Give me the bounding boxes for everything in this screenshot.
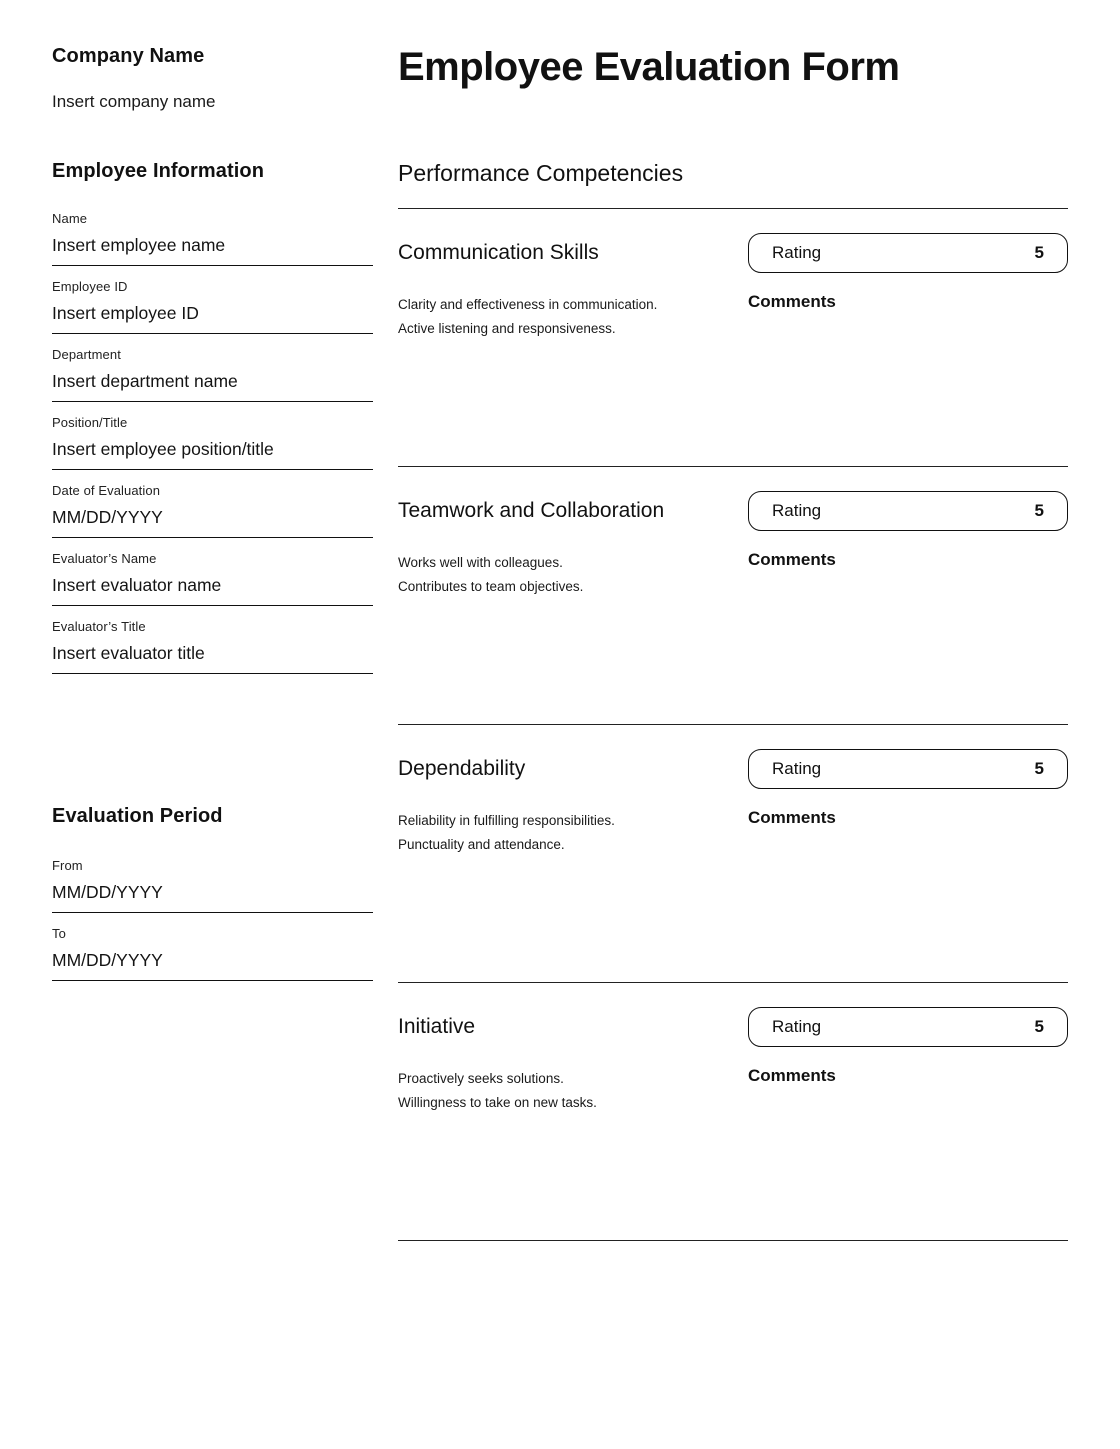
company-name-heading: Company Name — [52, 45, 205, 67]
description-line: Punctuality and attendance. — [398, 837, 565, 852]
field-label: To — [52, 926, 66, 941]
employee-id-field[interactable]: Insert employee ID — [52, 303, 373, 334]
competency-description — [398, 1067, 720, 1115]
field-name — [52, 211, 373, 266]
description-line: Proactively seeks solutions. — [398, 1071, 564, 1086]
period-from-field[interactable]: MM/DD/YYYY — [52, 882, 373, 913]
competency-description — [398, 293, 720, 341]
evaluator-title-field[interactable]: Insert evaluator title — [52, 643, 373, 674]
employee-name-field[interactable]: Insert employee name — [52, 235, 373, 266]
page-title: Employee Evaluation Form — [398, 45, 900, 89]
competency-left-cell — [398, 1007, 720, 1115]
field-label: From — [52, 858, 83, 873]
competency-row-initiative — [398, 982, 1068, 1240]
field-employee-id — [52, 279, 373, 334]
description-line: Contributes to team objectives. — [398, 579, 584, 594]
field-period-to — [52, 926, 373, 981]
competency-description — [398, 809, 720, 857]
description-line: Clarity and effectiveness in communication. — [398, 297, 658, 312]
description-line: Willingness to take on new tasks. — [398, 1095, 597, 1110]
comments-label: Comments — [748, 1066, 836, 1085]
field-evaluator-name — [52, 551, 373, 606]
competency-row-dependability — [398, 724, 1068, 982]
competency-title: Initiative — [398, 1015, 476, 1038]
company-name-field[interactable]: Insert company name — [52, 92, 216, 111]
competency-description — [398, 551, 720, 599]
position-title-field[interactable]: Insert employee position/title — [52, 439, 373, 470]
competency-left-cell — [398, 233, 720, 341]
competency-title: Teamwork and Collaboration — [398, 499, 665, 522]
field-date-of-evaluation — [52, 483, 373, 538]
evaluation-period-heading: Evaluation Period — [52, 805, 223, 827]
rating-value: 5 — [1034, 1017, 1044, 1036]
evaluator-name-field[interactable]: Insert evaluator name — [52, 575, 373, 606]
competency-row-communication-skills — [398, 208, 1068, 466]
competency-title: Dependability — [398, 757, 526, 780]
field-label: Evaluator’s Title — [52, 619, 146, 634]
rating-label: Rating — [772, 759, 822, 778]
competency-right-cell — [748, 749, 1068, 857]
field-label: Employee ID — [52, 279, 128, 294]
comments-label: Comments — [748, 550, 836, 569]
description-line: Reliability in fulfilling responsibilities. — [398, 813, 615, 828]
field-department — [52, 347, 373, 402]
evaluation-date-field[interactable]: MM/DD/YYYY — [52, 507, 373, 538]
competency-right-cell — [748, 233, 1068, 341]
field-position-title — [52, 415, 373, 470]
field-label: Department — [52, 347, 121, 362]
employee-information-heading: Employee Information — [52, 160, 265, 182]
performance-competencies-heading: Performance Competencies — [398, 160, 684, 186]
rating-label: Rating — [772, 501, 822, 520]
field-evaluator-title — [52, 619, 373, 674]
comments-label: Comments — [748, 292, 836, 311]
communication-skills-rating-input[interactable] — [748, 233, 1068, 273]
rating-label: Rating — [772, 1017, 822, 1036]
period-to-field[interactable]: MM/DD/YYYY — [52, 950, 373, 981]
rating-label: Rating — [772, 243, 822, 262]
right-column — [398, 44, 1068, 1241]
field-label: Name — [52, 211, 88, 226]
competency-right-cell — [748, 491, 1068, 599]
competency-left-cell — [398, 491, 720, 599]
competency-left-cell — [398, 749, 720, 857]
bottom-divider — [398, 1240, 1068, 1241]
teamwork-collaboration-rating-input[interactable] — [748, 491, 1068, 531]
rating-value: 5 — [1034, 501, 1044, 520]
employee-information-section — [52, 159, 373, 674]
competency-right-cell — [748, 1007, 1068, 1115]
competency-row-teamwork-collaboration — [398, 466, 1068, 724]
rating-value: 5 — [1034, 243, 1044, 262]
competency-title: Communication Skills — [398, 241, 599, 264]
initiative-rating-input[interactable] — [748, 1007, 1068, 1047]
field-label: Position/Title — [52, 415, 128, 430]
field-label: Evaluator’s Name — [52, 551, 157, 566]
department-field[interactable]: Insert department name — [52, 371, 373, 402]
field-period-from — [52, 858, 373, 913]
description-line: Works well with colleagues. — [398, 555, 563, 570]
dependability-rating-input[interactable] — [748, 749, 1068, 789]
evaluation-period-section — [52, 804, 373, 981]
comments-label: Comments — [748, 808, 836, 827]
competency-rows — [398, 208, 1068, 1241]
left-column — [52, 44, 373, 1241]
description-line: Active listening and responsiveness. — [398, 321, 616, 336]
field-label: Date of Evaluation — [52, 483, 161, 498]
rating-value: 5 — [1034, 759, 1044, 778]
